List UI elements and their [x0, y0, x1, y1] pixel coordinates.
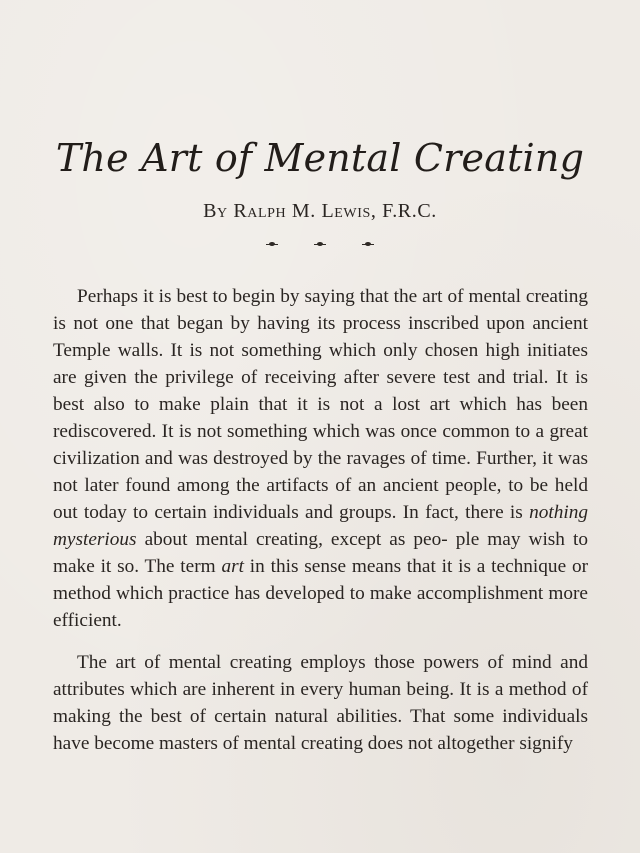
article-body: [53, 283, 588, 757]
ornament-dot-icon: [314, 241, 326, 247]
paragraph-1-segment: Perhaps it is best to begin by saying that the art of mental creating is not one that began by having its process inscribed upon ancient Temple walls. It is not something which only chosen high initiates are given the privilege of receiving after severe test and trial. It is best also to make plain that it is not a lost art which has been rediscovered. It is not something which was once common to a great civilization and was destroyed by the ravages of time. Further, it was not later found among the artifacts of an ancient people, to be held out today to certain individuals and groups. In fact, there is: [53, 286, 588, 523]
paragraph-1-italic-phrase: nothing mysterious: [53, 502, 588, 550]
paragraph-1: [53, 283, 588, 634]
paragraph-2-segment: The art of mental creating employs those powers of mind and attributes which are inherent in every human being. It is a method of making the best of certain natural abilities. That some individuals have become masters of mental creating does not altogether signify: [53, 652, 588, 754]
paragraph-1-segment: in this sense means that it is a technique or method which practice has developed to make accomplishment more efficient.: [53, 556, 589, 631]
ornament-dot-icon: [362, 241, 374, 247]
paragraph-2: [53, 649, 588, 757]
ornament-dot-icon: [266, 241, 278, 247]
paragraph-1-italic-word: art: [221, 556, 244, 577]
article-byline: By Ralph M. Lewis, F.R.C.: [203, 200, 437, 222]
article-title: The Art of Mental Creating: [55, 136, 585, 180]
paragraph-1-segment: about mental creating, except as peo- ple may wish to make it so. The term: [53, 529, 588, 577]
ornament-divider: [0, 241, 640, 247]
